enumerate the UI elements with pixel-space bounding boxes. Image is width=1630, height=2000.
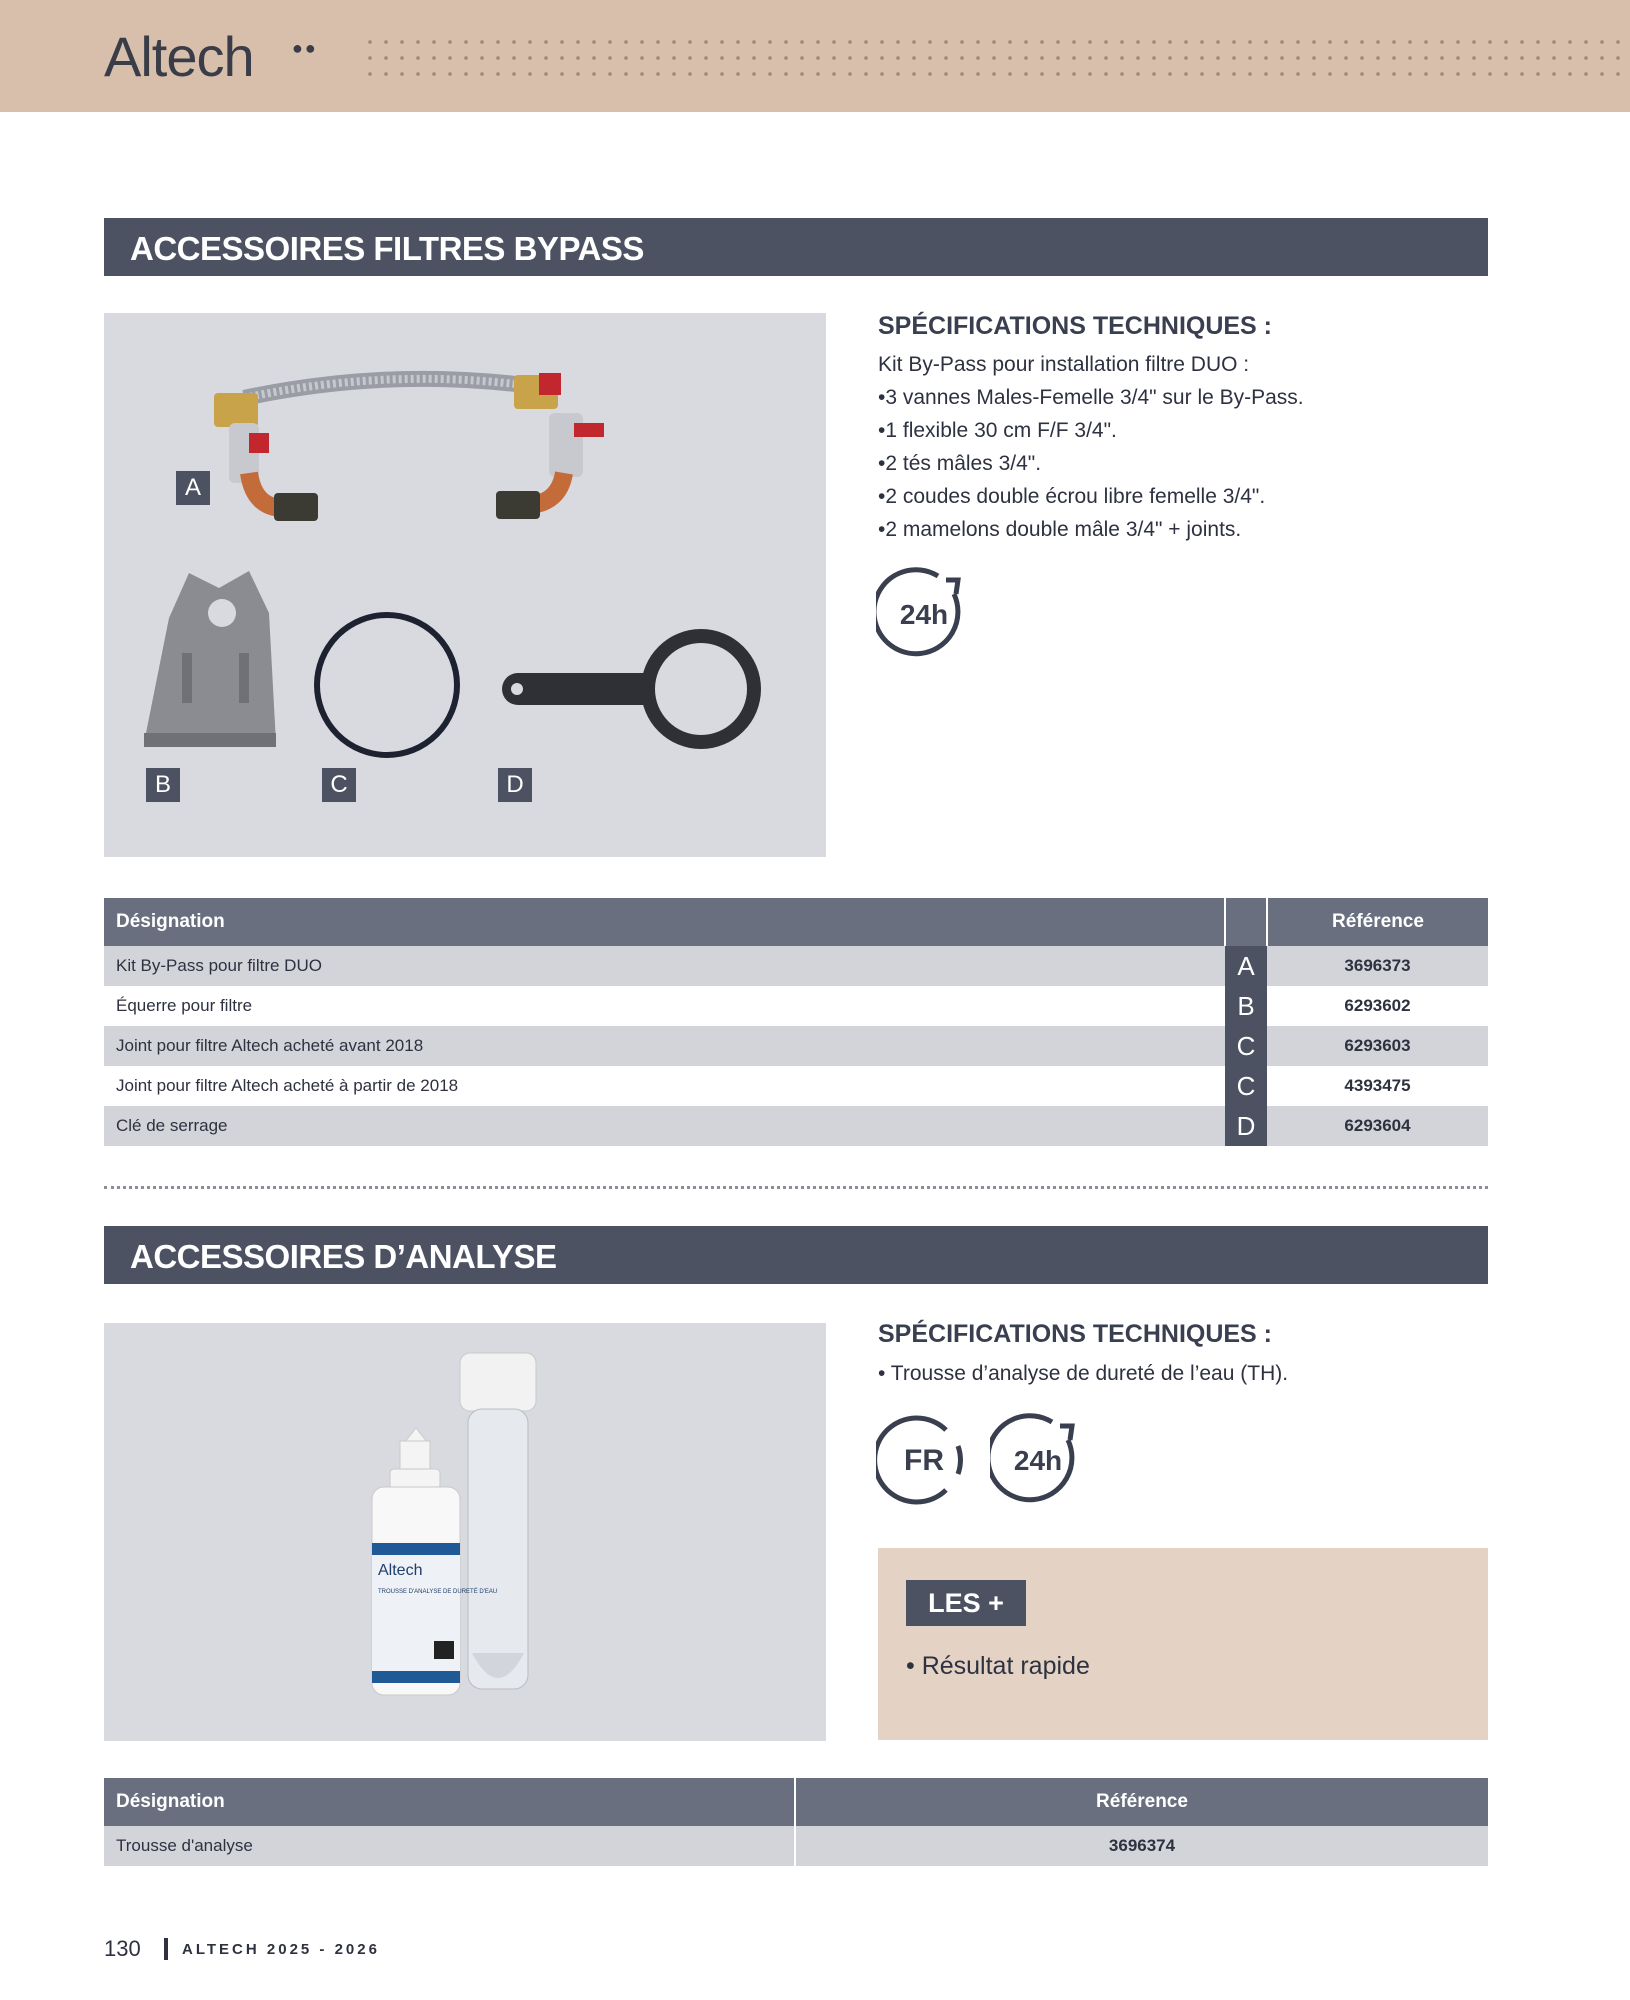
letter-cell: B (1225, 986, 1267, 1026)
bottle-label: Altech (378, 1562, 423, 1579)
letter-cell: C (1225, 1026, 1267, 1066)
bypass-reference-table (104, 898, 1488, 1146)
bypass-kit-image (214, 373, 604, 521)
bypass-spec-item: •1 flexible 30 cm F/F 3/4". (878, 419, 1117, 442)
badge-24h-text: 24h (899, 599, 949, 630)
table-row (104, 986, 1488, 1026)
designation-cell: Trousse d'analyse (104, 1826, 795, 1866)
section-divider (104, 1186, 1488, 1189)
reference-cell: 4393475 (1267, 1066, 1488, 1106)
logo-dots-icon: ●● (292, 38, 318, 58)
designation-cell: Clé de serrage (104, 1106, 1225, 1146)
table-row (104, 946, 1488, 986)
bypass-spec-intro: Kit By-Pass pour installation filtre DUO : (878, 353, 1250, 376)
test-tube-image (460, 1353, 536, 1689)
page-number: 130 (104, 1936, 141, 1961)
benefits-label: LES + (906, 1580, 1026, 1626)
col-designation: Désignation (104, 1778, 795, 1826)
benefits-box (878, 1548, 1488, 1740)
footer-brand: ALTECH 2025 - 2026 (182, 1941, 380, 1958)
col-letter (1225, 898, 1267, 946)
bypass-product-photo (104, 313, 826, 857)
tag-b: B (146, 768, 180, 802)
section-bypass-bar (104, 218, 1488, 276)
badge-24h-text: 24h (1013, 1445, 1063, 1476)
designation-cell: Joint pour filtre Altech acheté avant 2018 (104, 1026, 1225, 1066)
reference-cell: 3696374 (795, 1826, 1488, 1866)
o-ring-image (317, 615, 457, 755)
dot-pattern (362, 34, 1630, 82)
delivery-24h-icon (990, 1412, 1086, 1508)
tag-a: A (176, 471, 210, 505)
section-analysis-title: ACCESSOIRES D’ANALYSE (130, 1238, 557, 1275)
reference-cell: 6293603 (1267, 1026, 1488, 1066)
analysis-spec-title: SPÉCIFICATIONS TECHNIQUES : (878, 1320, 1273, 1348)
section-analysis-bar (104, 1226, 1488, 1284)
reference-cell: 3696373 (1267, 946, 1488, 986)
tag-d: D (498, 768, 532, 802)
letter-cell: A (1225, 946, 1267, 986)
bypass-spec-item: •3 vannes Males-Femelle 3/4" sur le By-Pass. (878, 386, 1304, 409)
table-row (104, 1066, 1488, 1106)
benefit-item: • Résultat rapide (906, 1652, 1090, 1680)
letter-cell: C (1225, 1066, 1267, 1106)
letter-cell: D (1225, 1106, 1267, 1146)
analysis-product-photo (104, 1323, 826, 1741)
header-band (0, 0, 1630, 112)
bottle-sublabel: TROUSSE D'ANALYSE DE DURETÉ D'EAU (378, 1589, 498, 1595)
section-bypass-title: ACCESSOIRES FILTRES BYPASS (130, 230, 644, 267)
altech-logo: Altech (104, 25, 254, 88)
col-reference: Référence (795, 1778, 1488, 1826)
designation-cell: Équerre pour filtre (104, 986, 1225, 1026)
table-row (104, 1106, 1488, 1146)
bracket-image (144, 571, 276, 747)
reference-cell: 6293602 (1267, 986, 1488, 1026)
footer-separator (164, 1938, 168, 1960)
bypass-spec-title: SPÉCIFICATIONS TECHNIQUES : (878, 312, 1273, 340)
col-reference: Référence (1267, 898, 1488, 946)
bypass-spec-item: •2 tés mâles 3/4". (878, 452, 1042, 475)
designation-cell: Kit By-Pass pour filtre DUO (104, 946, 1225, 986)
table-row (104, 1826, 1488, 1866)
badge-fr-text: FR (904, 1444, 944, 1477)
designation-cell: Joint pour filtre Altech acheté à partir de 2018 (104, 1066, 1225, 1106)
delivery-24h-icon (876, 566, 972, 662)
analysis-reference-table (104, 1778, 1488, 1866)
wrench-image (502, 629, 761, 749)
analysis-spec-item: • Trousse d’analyse de dureté de l’eau (TH). (878, 1362, 1289, 1385)
table-row (104, 1026, 1488, 1066)
tag-c: C (322, 768, 356, 802)
made-in-france-icon (876, 1412, 972, 1508)
col-designation: Désignation (104, 898, 1225, 946)
bypass-spec-item: •2 mamelons double mâle 3/4" + joints. (878, 518, 1242, 541)
reference-cell: 6293604 (1267, 1106, 1488, 1146)
bypass-spec-item: •2 coudes double écrou libre femelle 3/4". (878, 485, 1266, 508)
